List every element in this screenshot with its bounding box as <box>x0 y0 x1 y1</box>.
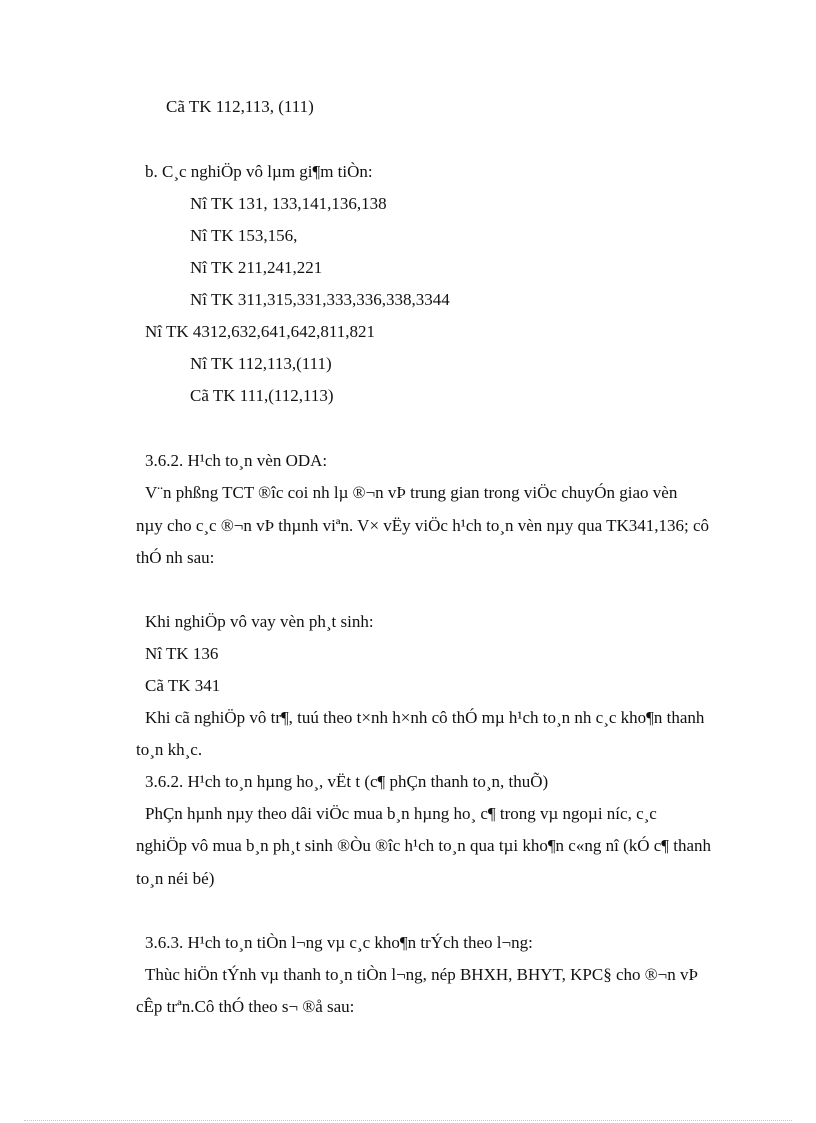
section-heading: 3.6.2. H¹ch to¸n hµng ho¸, vËt t (c¶ phÇn thanh to¸n, thuÕ) <box>145 772 549 791</box>
text-line: Nî TK 4312,632,641,642,811,821 <box>145 322 375 341</box>
section-heading: 3.6.2. H¹ch to¸n vèn ODA: <box>145 451 328 470</box>
paragraph-line: thÓ nh sau: <box>136 548 215 567</box>
text-line: Nî TK 112,113,(111) <box>190 354 332 373</box>
section-heading: 3.6.3. H¹ch to¸n tiÒn l¬ng vµ c¸c kho¶n trÝch theo l¬ng: <box>145 933 533 952</box>
text-line: Nî TK 211,241,221 <box>190 258 323 277</box>
paragraph-line: cÊp trªn.Cô thÓ theo s¬ ®å sau: <box>136 997 355 1016</box>
text-line: Cã TK 112,113, (111) <box>166 97 314 116</box>
paragraph-line: PhÇn hµnh nµy theo dâi viÖc mua b¸n hµng ho¸ c¶ trong vµ ngoµi níc, c¸c <box>145 804 657 823</box>
text-line: Nî TK 153,156, <box>190 226 298 245</box>
paragraph-line: Thùc hiÖn tÝnh vµ thanh to¸n tiÒn l¬ng, nép BHXH, BHYT, KPC§ cho ®¬n vÞ <box>145 965 698 984</box>
text-line: Cã TK 111,(112,113) <box>190 386 334 405</box>
text-line: Nî TK 131, 133,141,136,138 <box>190 194 387 213</box>
paragraph-line: to¸n néi bé) <box>136 869 215 888</box>
paragraph-line: nghiÖp vô mua b¸n ph¸t sinh ®Òu ®îc h¹ch to¸n qua tµi kho¶n c«ng nî (kÓ c¶ thanh <box>136 836 712 855</box>
text-line: Khi nghiÖp vô vay vèn ph¸t sinh: <box>145 612 374 631</box>
text-line: Nî TK 311,315,331,333,336,338,3344 <box>190 290 450 309</box>
text-line: Nî TK 136 <box>145 644 219 663</box>
paragraph-line: nµy cho c¸c ®¬n vÞ thµnh viªn. V× vËy viÖc h¹ch to¸n vèn nµy qua TK341,136; cô <box>136 516 710 535</box>
page-divider <box>24 1120 792 1121</box>
section-heading: b. C¸c nghiÖp vô lµm gi¶m tiÒn: <box>145 162 373 181</box>
text-line: Cã TK 341 <box>145 676 221 695</box>
paragraph-line: to¸n kh¸c. <box>136 740 203 759</box>
paragraph-line: Khi cã nghiÖp vô tr¶, tuú theo t×nh h×nh cô thÓ mµ h¹ch to¸n nh c¸c kho¶n thanh <box>145 708 705 727</box>
paragraph-line: V¨n phßng TCT ®îc coi nh lµ ®¬n vÞ trung gian trong viÖc chuyÓn giao vèn <box>145 483 678 502</box>
